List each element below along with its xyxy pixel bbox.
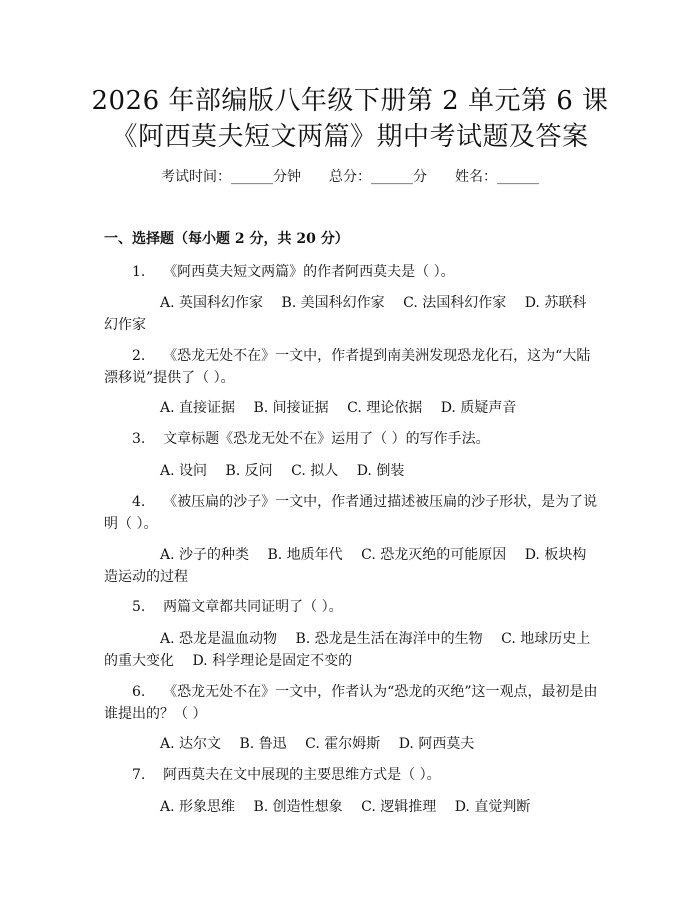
- option-a: A. 达尔文: [160, 736, 222, 752]
- page-title-line1: 2026 年部编版八年级下册第 2 单元第 6 课: [91, 86, 609, 116]
- exam-time-field: 考试时间：______分钟: [161, 169, 301, 185]
- option-b: B. 反问: [225, 463, 273, 479]
- question-text: 文章标题《恐龙无处不在》运用了（ ）的写作手法。: [163, 431, 490, 447]
- question-options: [104, 460, 598, 482]
- option-d: D. 阿西莫夫: [398, 736, 475, 752]
- question-number: 7.: [132, 767, 146, 783]
- question-text: 阿西莫夫在文中展现的主要思维方式是（ ）。: [163, 767, 441, 783]
- option-a: A. 沙子的种类: [160, 547, 250, 563]
- option-d: D. 板块构造运动的过程: [104, 547, 587, 585]
- question-number: 4.: [132, 494, 146, 510]
- question-options: [104, 292, 598, 336]
- option-d: D. 质疑声音: [440, 400, 517, 416]
- question-stem: [104, 261, 598, 283]
- option-a: A. 形象思维: [160, 799, 236, 815]
- option-c: C. 拟人: [291, 463, 339, 479]
- page-title-line2: 《阿西莫夫短文两篇》期中考试题及答案: [111, 122, 589, 152]
- option-b: B. 美国科幻作家: [281, 295, 385, 311]
- option-c: C. 地球历史上的重大变化: [104, 631, 591, 669]
- exam-info: [0, 166, 700, 188]
- option-a: A. 设问: [160, 463, 208, 479]
- question-number: 5.: [132, 599, 146, 615]
- question-number: 2.: [132, 348, 146, 364]
- question-options: [104, 544, 598, 588]
- option-c: C. 理论依据: [347, 400, 423, 416]
- question-options: [104, 397, 598, 419]
- option-d: D. 直觉判断: [454, 799, 531, 815]
- question-text: 两篇文章都共同证明了（ ）。: [163, 599, 343, 615]
- section-heading: 一、选择题（每小题 2 分，共 20 分）: [104, 231, 349, 247]
- question-number: 3.: [132, 431, 146, 447]
- question-stem: [104, 428, 598, 450]
- option-a: A. 英国科幻作家: [160, 295, 264, 311]
- option-d: D. 倒装: [356, 463, 405, 479]
- option-b: B. 鲁迅: [239, 736, 287, 752]
- option-a: A. 恐龙是温血动物: [160, 631, 278, 647]
- option-d: D. 苏联科幻作家: [104, 295, 587, 333]
- question-stem: [104, 681, 598, 725]
- question-text: 《恐龙无处不在》一文中，作者认为“恐龙的灭绝”这一观点，最初是由谁提出的？（ ）: [104, 684, 598, 722]
- option-c: C. 法国科幻作家: [403, 295, 507, 311]
- question-number: 1.: [132, 264, 146, 280]
- question-stem: [104, 764, 598, 786]
- exam-score-field: 总分：______分: [329, 169, 427, 185]
- option-b: B. 地质年代: [267, 547, 343, 563]
- question-text: 《阿西莫夫短文两篇》的作者阿西莫夫是（ ）。: [163, 264, 455, 280]
- option-c: C. 恐龙灭绝的可能原因: [361, 547, 507, 563]
- question-options: [104, 796, 598, 818]
- question-stem: [104, 596, 598, 618]
- option-a: A. 直接证据: [160, 400, 236, 416]
- option-b: B. 恐龙是生活在海洋中的生物: [295, 631, 483, 647]
- question-text: 《被压扁的沙子》一文中，作者通过描述被压扁的沙子形状，是为了说明（ ）。: [104, 494, 598, 532]
- option-b: B. 创造性想象: [253, 799, 343, 815]
- question-number: 6.: [132, 684, 146, 700]
- option-c: C. 霍尔姆斯: [305, 736, 381, 752]
- option-b: B. 间接证据: [253, 400, 329, 416]
- question-options: [104, 628, 598, 672]
- question-stem: [104, 345, 598, 389]
- question-text: 《恐龙无处不在》一文中，作者提到南美洲发现恐龙化石，这为“大陆漂移说”提供了（ ）。: [104, 348, 591, 386]
- question-stem: [104, 491, 598, 535]
- option-d: D. 科学理论是固定不变的: [192, 653, 353, 669]
- exam-name-field: 姓名：______: [455, 169, 539, 185]
- question-options: [104, 733, 598, 755]
- option-c: C. 逻辑推理: [361, 799, 437, 815]
